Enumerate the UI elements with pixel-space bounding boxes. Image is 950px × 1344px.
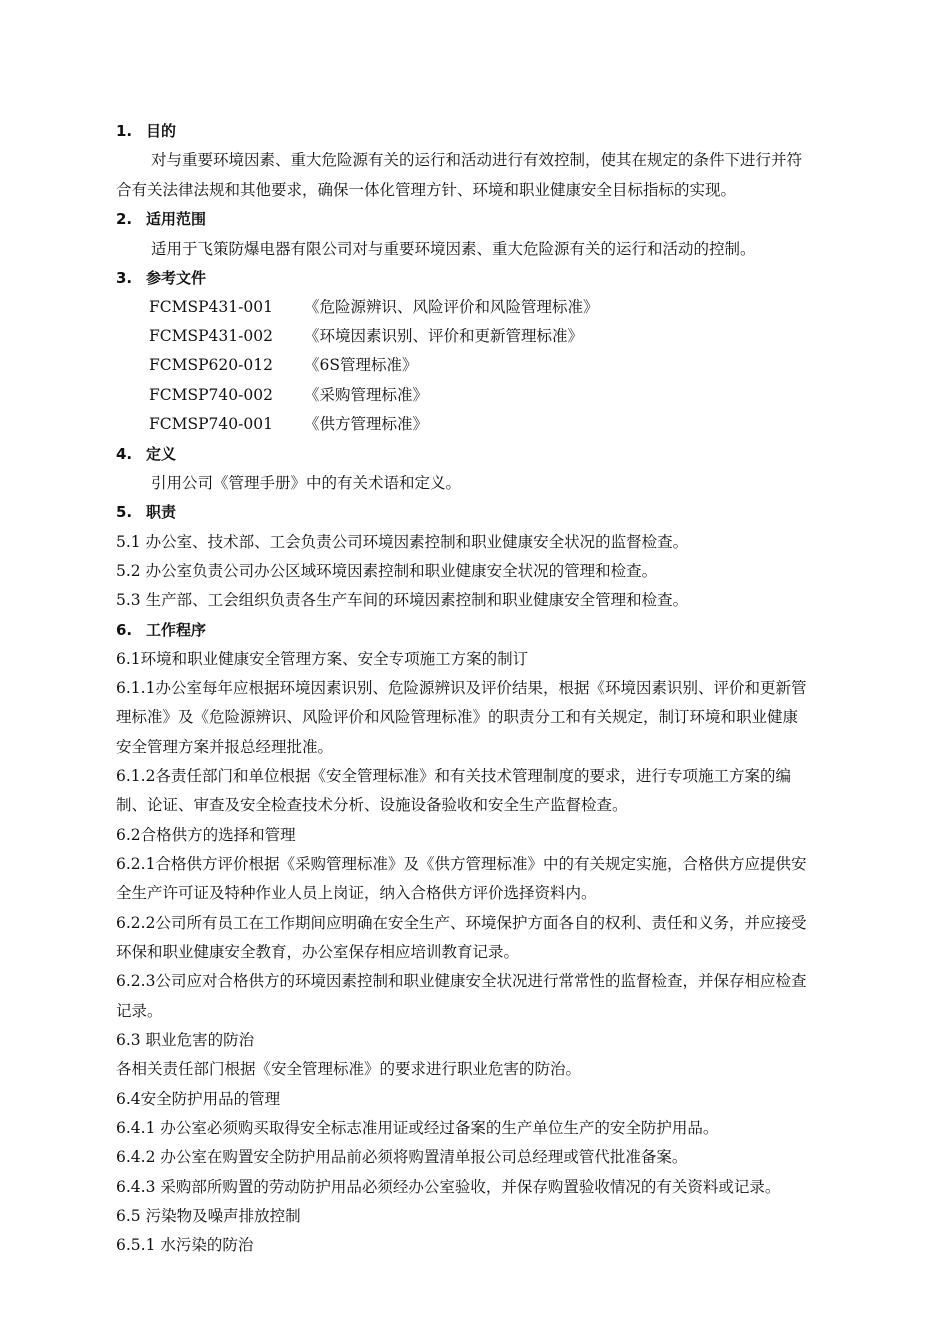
paragraph: 适用于飞策防爆电器有限公司对与重要环境因素、重大危险源有关的运行和活动的控制。	[151, 240, 756, 258]
heading-responsibilities: 5. 职责	[116, 503, 177, 521]
paragraph: 安全管理方案并报总经理批准。	[116, 738, 334, 756]
subheading: 6.3 职业危害的防治	[116, 1031, 255, 1049]
reference-item: FCMSP431-001 《危险源辨识、风险评价和风险管理标准》	[149, 298, 599, 316]
heading-scope: 2. 适用范围	[116, 210, 207, 228]
paragraph: 5.2 办公室负责公司办公区域环境因素控制和职业健康安全状况的管理和检查。	[116, 562, 658, 580]
paragraph: 6.4.1 办公室必须购买取得安全标志准用证或经过备案的生产单位生产的安全防护用品。	[116, 1119, 719, 1137]
paragraph: 合有关法律法规和其他要求，确保一体化管理方针、环境和职业健康安全目标指标的实现。	[116, 181, 737, 199]
paragraph: 6.1.2各责任部门和单位根据《安全管理标准》和有关技术管理制度的要求，进行专项施工方案的编	[116, 767, 791, 785]
subheading: 6.5 污染物及噪声排放控制	[116, 1207, 301, 1225]
subheading: 6.1环境和职业健康安全管理方案、安全专项施工方案的制订	[116, 650, 529, 668]
subheading: 6.4安全防护用品的管理	[116, 1090, 281, 1108]
paragraph: 6.4.3 采购部所购置的劳动防护用品必须经办公室验收，并保存购置验收情况的有关资料或记录。	[116, 1178, 781, 1196]
heading-definitions: 4. 定义	[116, 445, 177, 463]
subheading: 6.5.1 水污染的防治	[116, 1236, 254, 1254]
paragraph: 记录。	[116, 1002, 163, 1020]
paragraph: 制、论证、审查及安全检查技术分析、设施设备验收和安全生产监督检查。	[116, 796, 628, 814]
paragraph: 6.2.2公司所有员工在工作期间应明确在安全生产、环境保护方面各自的权利、责任和义务，并应接受	[116, 914, 807, 932]
heading-procedure: 6. 工作程序	[116, 621, 207, 639]
reference-item: FCMSP431-002 《环境因素识别、评价和更新管理标准》	[149, 327, 584, 345]
subheading: 6.2合格供方的选择和管理	[116, 826, 296, 844]
heading-references: 3. 参考文件	[116, 269, 207, 287]
reference-item: FCMSP740-001 《供方管理标准》	[149, 415, 429, 433]
paragraph: 6.2.3公司应对合格供方的环境因素控制和职业健康安全状况进行常常性的监督检查，并保存相应检查	[116, 972, 807, 990]
paragraph: 环保和职业健康安全教育，办公室保存相应培训教育记录。	[116, 943, 520, 961]
reference-item: FCMSP620-012 《6S管理标准》	[149, 356, 418, 374]
paragraph: 5.1 办公室、技术部、工会负责公司环境因素控制和职业健康安全状况的监督检查。	[116, 533, 689, 551]
paragraph: 各相关责任部门根据《安全管理标准》的要求进行职业危害的防治。	[116, 1060, 582, 1078]
paragraph: 6.2.1合格供方评价根据《采购管理标准》及《供方管理标准》中的有关规定实施，合格供方应提供安	[116, 855, 807, 873]
reference-item: FCMSP740-002 《采购管理标准》	[149, 386, 429, 404]
paragraph: 5.3 生产部、工会组织负责各生产车间的环境因素控制和职业健康安全管理和检查。	[116, 591, 689, 609]
paragraph: 对与重要环境因素、重大危险源有关的运行和活动进行有效控制，使其在规定的条件下进行并符	[151, 151, 803, 169]
paragraph: 全生产许可证及特种作业人员上岗证，纳入合格供方评价选择资料内。	[116, 884, 597, 902]
paragraph: 6.4.2 办公室在购置安全防护用品前必须将购置清单报公司总经理或管代批准备案。	[116, 1148, 688, 1166]
heading-purpose: 1. 目的	[116, 122, 177, 140]
paragraph: 理标准》及《危险源辨识、风险评价和风险管理标准》的职责分工和有关规定，制订环境和职业健康	[116, 708, 799, 726]
paragraph: 6.1.1办公室每年应根据环境因素识别、危险源辨识及评价结果，根据《环境因素识别、评价和更新管	[116, 679, 807, 697]
paragraph: 引用公司《管理手册》中的有关术语和定义。	[151, 474, 462, 492]
